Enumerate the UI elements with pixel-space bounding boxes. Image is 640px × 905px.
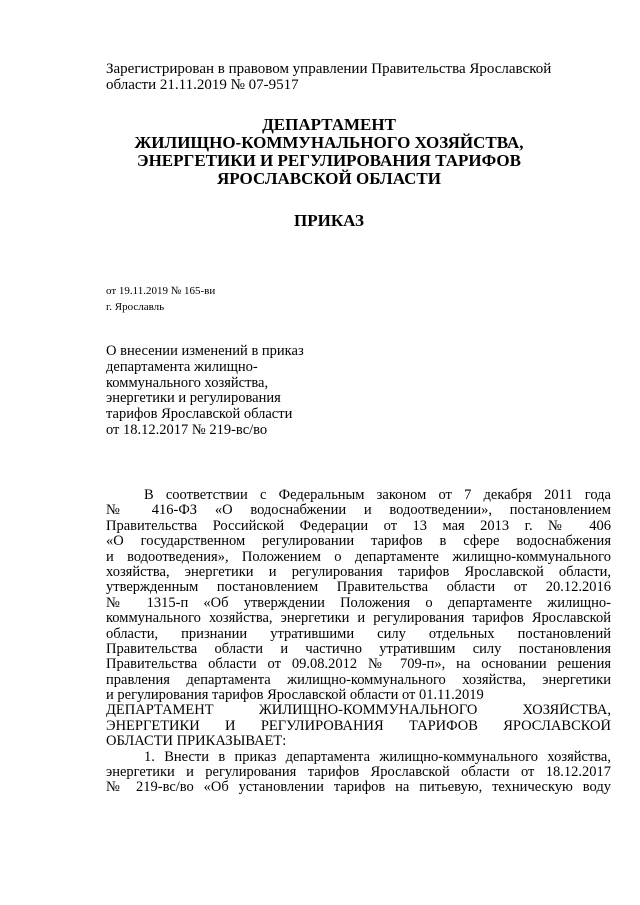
order-subject: [106, 344, 304, 439]
body-line: № 219-вс/во «Об установлении тарифов на питьевую, техническую воду: [106, 780, 611, 796]
department-line-3: ЭНЕРГЕТИКИ И РЕГУЛИРОВАНИЯ ТАРИФОВ: [137, 151, 521, 170]
body-line: ОБЛАСТИ ПРИКАЗЫВАЕТ:: [106, 734, 287, 750]
subject-line: энергетики и регулирования: [106, 390, 281, 407]
subject-line: О внесении изменений в приказ: [106, 343, 304, 359]
body-line: и водоотведения», Положением о департаменте жилищно-коммунального: [106, 549, 611, 565]
department-line-1: ДЕПАРТАМЕНТ: [262, 115, 396, 134]
body-line: 1. Внести в приказ департамента жилищно-коммунального хозяйства,: [144, 749, 611, 765]
body-line: В соответствии с Федеральным законом от 7 декабря 2011 года: [144, 488, 611, 503]
body-line: коммунального хозяйства, энергетики и регулирования тарифов Ярославской: [106, 611, 611, 627]
department-line-2: ЖИЛИЩНО-КОММУНАЛЬНОГО ХОЗЯЙСТВА,: [134, 133, 524, 152]
registration-note: [106, 61, 566, 93]
order-city: г. Ярославль: [106, 301, 165, 313]
body-line: Правительства области и частично утратившим силу постановления: [106, 641, 611, 657]
body-line: «О государственном регулировании тарифов в сфере водоснабжения: [106, 534, 611, 550]
department-header: [100, 116, 558, 188]
registration-line-1: Зарегистрирован в правовом управлении Правительства Ярославской: [106, 61, 552, 77]
department-line-4: ЯРОСЛАВСКОЙ ОБЛАСТИ: [217, 169, 441, 188]
body-line: утвержденным постановлением Правительства области от 20.12.2016: [106, 580, 611, 596]
body-line: хозяйства, энергетики и регулирования тарифов Ярославской области,: [106, 564, 611, 580]
body-line: Правительства области от 09.08.2012 № 709-п», на основании решения: [106, 657, 611, 673]
body-line: Правительства Российской Федерации от 13 мая 2013 г. № 406: [106, 518, 611, 534]
body-line: правления департамента жилищно-коммунального хозяйства, энергетики: [106, 672, 611, 688]
order-title: ПРИКАЗ: [294, 211, 364, 230]
subject-line: коммунального хозяйства,: [106, 374, 269, 391]
registration-line-2: области 21.11.2019 № 07-9517: [106, 77, 299, 93]
body-line: ЭНЕРГЕТИКИ И РЕГУЛИРОВАНИЯ ТАРИФОВ ЯРОСЛАВСКОЙ: [106, 718, 611, 734]
subject-line: департамента жилищно-: [106, 358, 258, 375]
order-date-number: от 19.11.2019 № 165-ви: [106, 285, 216, 297]
subject-line: тарифов Ярославской области: [106, 406, 293, 423]
body-line: и регулирования тарифов Ярославской области от 01.11.2019: [106, 688, 484, 704]
body-line: энергетики и регулирования тарифов Ярославской области от 18.12.2017: [106, 765, 611, 781]
body-line: области, признании утратившими силу отдельных постановлений: [106, 626, 611, 642]
subject-line: от 18.12.2017 № 219-вс/во: [106, 421, 268, 438]
body-line: ДЕПАРТАМЕНТ ЖИЛИЩНО-КОММУНАЛЬНОГО ХОЗЯЙСТВА,: [106, 703, 611, 719]
order-meta: [106, 283, 215, 315]
body-line: № 1315-п «Об утверждении Положения о департаменте жилищно-: [106, 595, 611, 611]
body-line: № 416-ФЗ «О водоснабжении и водоотведении», постановлением: [106, 503, 611, 519]
order-body: [106, 488, 611, 796]
